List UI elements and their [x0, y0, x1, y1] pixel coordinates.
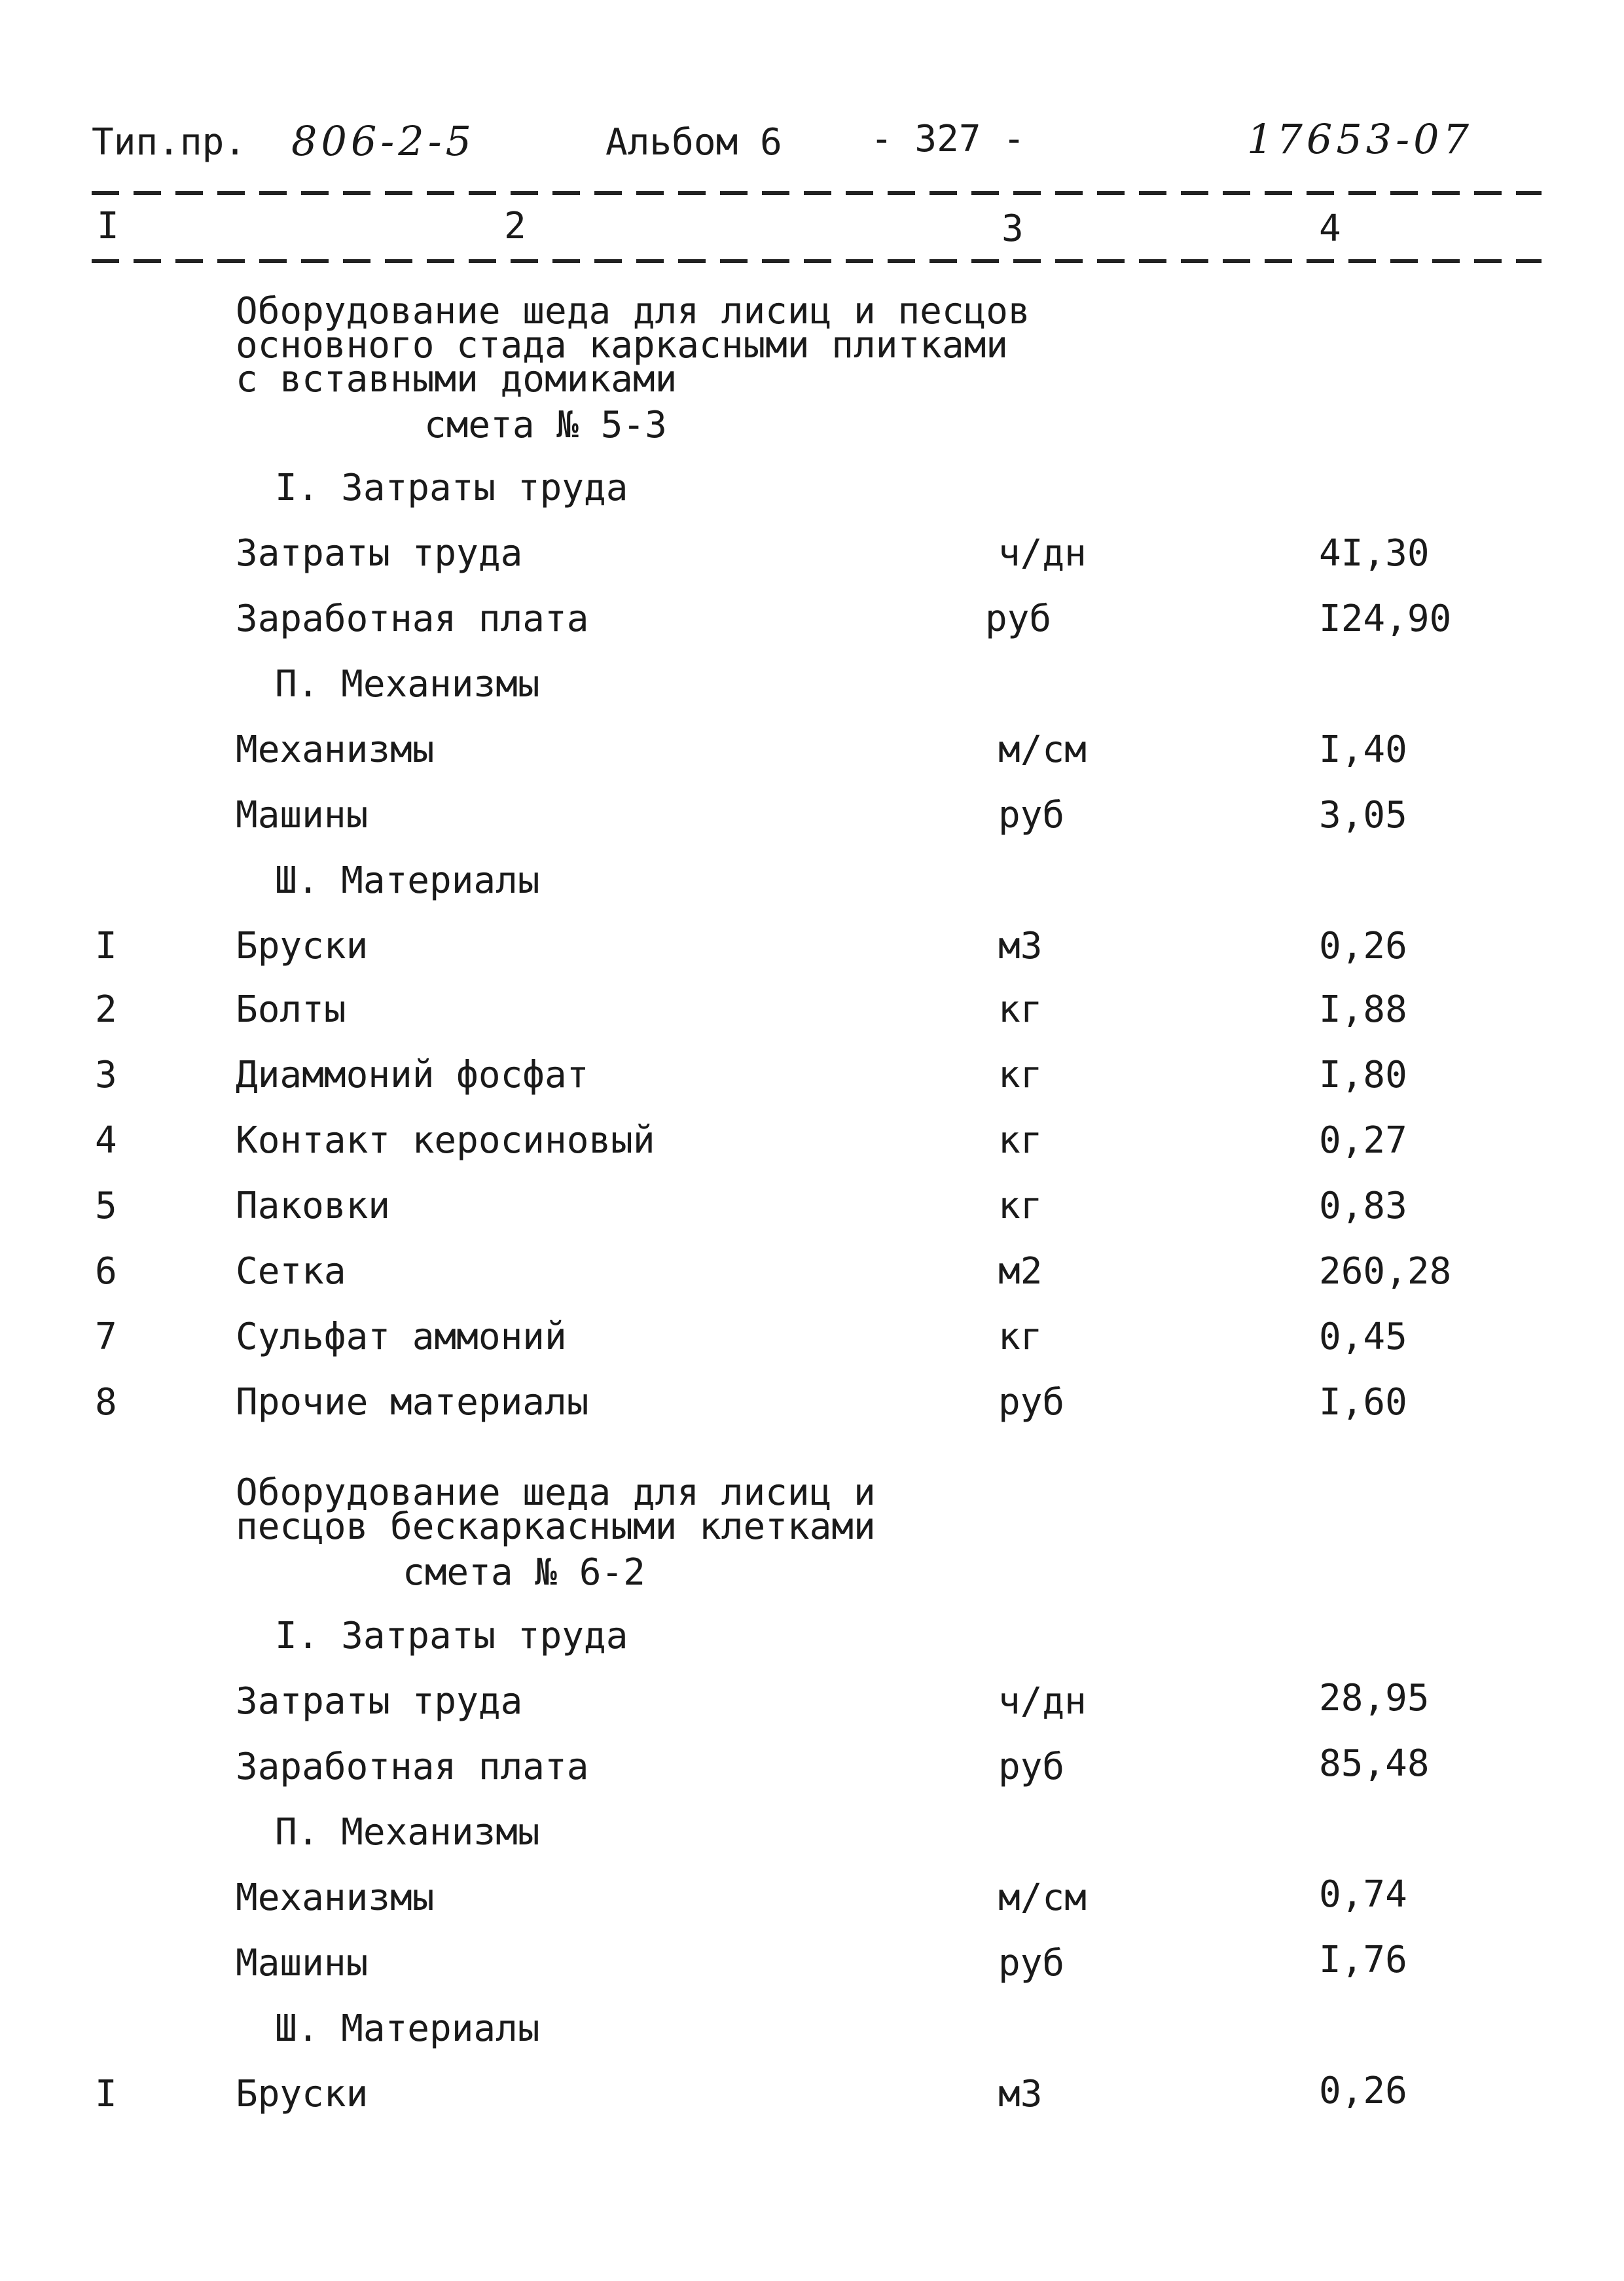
row-name: Затраты труда	[236, 1680, 523, 1723]
row-unit: м/см	[998, 728, 1087, 771]
row-name: Машины	[236, 1942, 369, 1985]
row-unit: м3	[998, 2073, 1043, 2115]
row-name: Болты	[236, 988, 346, 1031]
section1-labor-header: I. Затраты труда	[275, 467, 628, 509]
row-unit: м2	[998, 1250, 1043, 1293]
divider-top	[92, 191, 1542, 195]
section2-mech-header: П. Механизмы	[275, 1811, 540, 1854]
row-unit: кг	[998, 1119, 1043, 1162]
row-name: Паковки	[236, 1185, 391, 1227]
row-value: 3,05	[1319, 794, 1407, 836]
divider-header-bottom	[92, 259, 1542, 263]
section1-mech-header: П. Механизмы	[275, 663, 540, 706]
row-number: 6	[95, 1250, 117, 1293]
row-unit: кг	[998, 1054, 1043, 1096]
row-number: 7	[95, 1316, 117, 1358]
section1-mat-header: Ш. Материалы	[275, 859, 540, 902]
row-name: Сульфат аммоний	[236, 1316, 567, 1358]
column-header-4: 4	[1319, 207, 1341, 250]
row-number: 4	[95, 1119, 117, 1162]
row-value: 0,83	[1319, 1185, 1407, 1227]
row-value: 4I,30	[1319, 532, 1430, 575]
row-name: Прочие материалы	[236, 1381, 589, 1424]
project-code: 806-2-5	[291, 117, 476, 165]
column-header-2: 2	[504, 205, 526, 247]
row-name: Машины	[236, 794, 369, 836]
section2-labor-header: I. Затраты труда	[275, 1615, 628, 1657]
row-number: 5	[95, 1185, 117, 1227]
row-value: 85,48	[1319, 1742, 1430, 1785]
row-value: 0,27	[1319, 1119, 1407, 1162]
row-unit: руб	[985, 598, 1052, 640]
album-label: Альбом 6	[605, 121, 782, 164]
row-value: I,76	[1319, 1939, 1407, 1981]
row-name: Сетка	[236, 1250, 346, 1293]
row-name: Контакт керосиновый	[236, 1119, 655, 1162]
row-name: Бруски	[236, 925, 369, 967]
section2-title-line: Оборудование шеда для лисиц и	[236, 1471, 876, 1514]
row-value: I,88	[1319, 988, 1407, 1031]
section1-title-line: основного стада каркасными плитками	[236, 324, 1009, 367]
section2-title-line: песцов бескаркасными клетками	[236, 1505, 876, 1548]
row-name: Механизмы	[236, 1877, 435, 1919]
row-number: 8	[95, 1381, 117, 1424]
row-value: I,60	[1319, 1381, 1407, 1424]
row-value: I,40	[1319, 728, 1407, 771]
row-unit: ч/дн	[998, 1680, 1087, 1723]
row-value: 260,28	[1319, 1250, 1452, 1293]
type-label: Тип.пр.	[92, 121, 247, 164]
row-value: I24,90	[1319, 598, 1452, 640]
section2-estimate: смета № 6-2	[403, 1551, 645, 1594]
section1-title-line: Оборудование шеда для лисиц и песцов	[236, 290, 1030, 332]
row-unit: кг	[998, 1316, 1043, 1358]
row-unit: кг	[998, 988, 1043, 1031]
section2-title	[236, 1471, 876, 1548]
row-unit: ч/дн	[998, 532, 1087, 575]
row-unit: м3	[998, 925, 1043, 967]
row-value: 0,26	[1319, 2070, 1407, 2112]
page-number: - 327 -	[871, 118, 1026, 160]
row-name: Механизмы	[236, 728, 435, 771]
row-number: I	[95, 925, 117, 967]
document-number: 17653-07	[1247, 115, 1473, 163]
row-number: I	[95, 2073, 117, 2115]
row-number: 2	[95, 988, 117, 1031]
row-name: Бруски	[236, 2073, 369, 2115]
row-value: I,80	[1319, 1054, 1407, 1096]
row-unit: руб	[998, 1746, 1065, 1788]
row-name: Диаммоний фосфат	[236, 1054, 589, 1096]
row-number: 3	[95, 1054, 117, 1096]
section1-title-line: с вставными домиками	[236, 358, 677, 401]
row-value: 0,45	[1319, 1316, 1407, 1358]
row-unit: м/см	[998, 1877, 1087, 1919]
section2-mat-header: Ш. Материалы	[275, 2007, 540, 2050]
row-unit: кг	[998, 1185, 1043, 1227]
row-unit: руб	[998, 1381, 1065, 1424]
section1-estimate: смета № 5-3	[424, 404, 667, 446]
section1-title	[236, 290, 1030, 401]
row-value: 0,26	[1319, 925, 1407, 967]
row-unit: руб	[998, 794, 1065, 836]
row-name: Заработная плата	[236, 1746, 589, 1788]
column-header-1: I	[97, 205, 119, 247]
row-unit: руб	[998, 1942, 1065, 1985]
column-header-3: 3	[1001, 207, 1024, 250]
row-name: Затраты труда	[236, 532, 523, 575]
row-name: Заработная плата	[236, 598, 589, 640]
row-value: 0,74	[1319, 1873, 1407, 1916]
row-value: 28,95	[1319, 1677, 1430, 1719]
